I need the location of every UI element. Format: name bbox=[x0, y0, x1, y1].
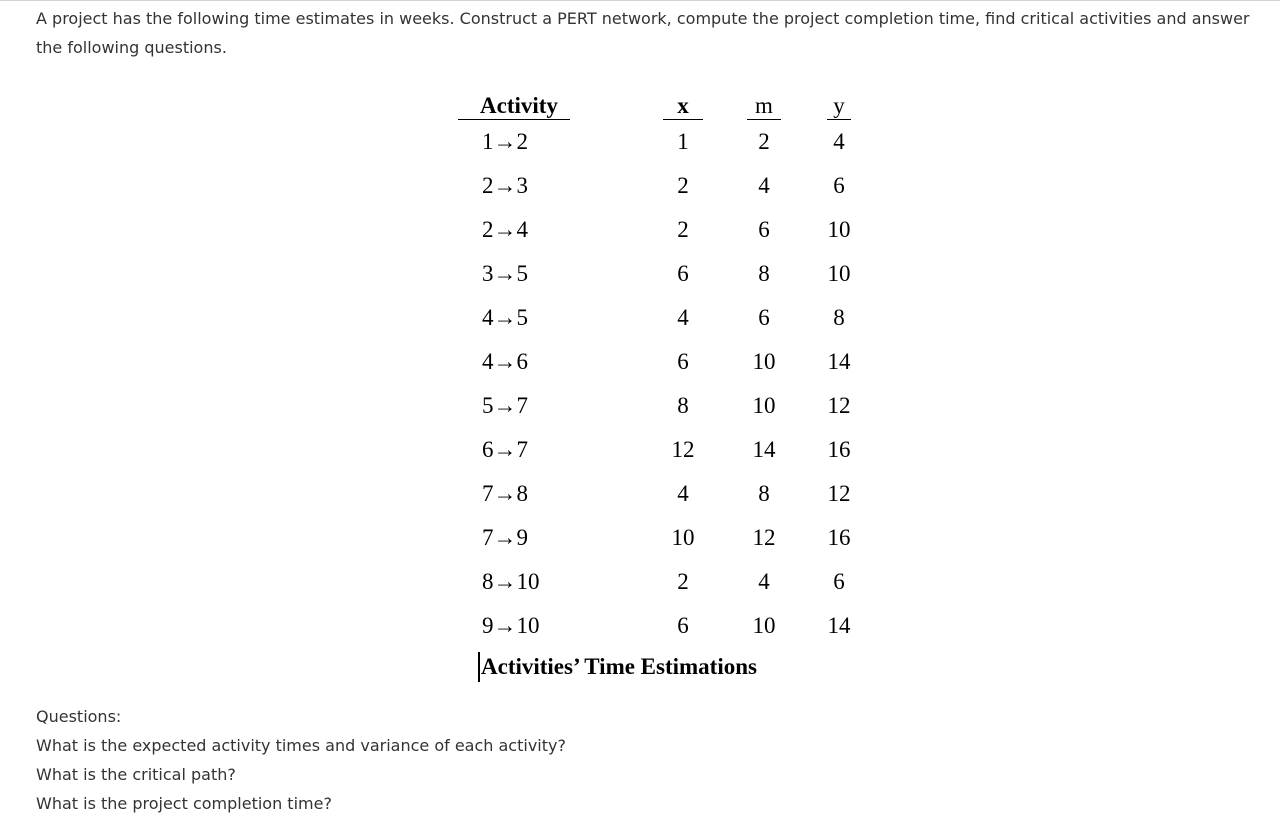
cell-x: 6 bbox=[677, 349, 689, 374]
cell-x: 10 bbox=[671, 525, 695, 550]
table-body bbox=[458, 120, 874, 648]
cell-y: 14 bbox=[827, 349, 851, 374]
cell-y: 12 bbox=[827, 393, 851, 418]
header-y: y bbox=[804, 82, 874, 120]
cell-y: 10 bbox=[827, 261, 851, 286]
cell-m: 10 bbox=[752, 613, 776, 638]
cell-m: 4 bbox=[758, 173, 770, 198]
cell-activity: 4→6 bbox=[482, 349, 528, 374]
cell-y: 10 bbox=[827, 217, 851, 242]
question-item: What is the project completion time? bbox=[36, 794, 332, 813]
cell-m: 4 bbox=[758, 569, 770, 594]
cell-y: 14 bbox=[827, 613, 851, 638]
cell-m: 10 bbox=[752, 349, 776, 374]
table-caption: Activities’ Time Estimations bbox=[478, 652, 757, 682]
table-row bbox=[458, 516, 874, 560]
header-x: x bbox=[642, 82, 724, 120]
table-row bbox=[458, 428, 874, 472]
table-row bbox=[458, 384, 874, 428]
cell-m: 2 bbox=[758, 129, 770, 154]
table-row bbox=[458, 296, 874, 340]
question-item: What is the expected activity times and variance of each activity? bbox=[36, 736, 566, 755]
table-header-row bbox=[458, 82, 874, 120]
table-row bbox=[458, 340, 874, 384]
cell-m: 6 bbox=[758, 217, 770, 242]
cell-x: 4 bbox=[677, 305, 689, 330]
cell-activity: 2→4 bbox=[482, 217, 528, 242]
cell-x: 4 bbox=[677, 481, 689, 506]
cell-activity: 2→3 bbox=[482, 173, 528, 198]
cell-activity: 5→7 bbox=[482, 393, 528, 418]
cell-m: 12 bbox=[752, 525, 776, 550]
table-row bbox=[458, 604, 874, 648]
cell-activity: 6→7 bbox=[482, 437, 528, 462]
table-row bbox=[458, 120, 874, 164]
cell-x: 6 bbox=[677, 261, 689, 286]
activity-time-table bbox=[458, 82, 874, 648]
cell-activity: 4→5 bbox=[482, 305, 528, 330]
cell-x: 12 bbox=[671, 437, 695, 462]
table-row bbox=[458, 560, 874, 604]
cell-x: 1 bbox=[677, 129, 689, 154]
table-row bbox=[458, 164, 874, 208]
cell-activity: 9→10 bbox=[482, 613, 540, 638]
question-item: What is the critical path? bbox=[36, 765, 236, 784]
table-row bbox=[458, 208, 874, 252]
cell-y: 8 bbox=[833, 305, 845, 330]
cell-y: 16 bbox=[827, 525, 851, 550]
cell-x: 8 bbox=[677, 393, 689, 418]
cell-activity: 7→9 bbox=[482, 525, 528, 550]
cell-m: 10 bbox=[752, 393, 776, 418]
cell-m: 8 bbox=[758, 261, 770, 286]
cell-m: 6 bbox=[758, 305, 770, 330]
cell-x: 6 bbox=[677, 613, 689, 638]
cell-m: 14 bbox=[752, 437, 776, 462]
cell-m: 8 bbox=[758, 481, 770, 506]
cell-y: 6 bbox=[833, 173, 845, 198]
cell-y: 16 bbox=[827, 437, 851, 462]
cell-x: 2 bbox=[677, 569, 689, 594]
cell-activity: 3→5 bbox=[482, 261, 528, 286]
table-row bbox=[458, 252, 874, 296]
cell-activity: 8→10 bbox=[482, 569, 540, 594]
top-divider bbox=[0, 0, 1280, 1]
questions-heading: Questions: bbox=[36, 707, 122, 726]
header-activity: Activity bbox=[458, 82, 642, 120]
cell-x: 2 bbox=[677, 217, 689, 242]
cell-y: 12 bbox=[827, 481, 851, 506]
cell-y: 4 bbox=[833, 129, 845, 154]
cell-y: 6 bbox=[833, 569, 845, 594]
cell-activity: 1→2 bbox=[482, 129, 528, 154]
problem-statement: A project has the following time estimates in weeks. Construct a PERT network, compute the project completion time, find critical activities and answer the following questions. bbox=[36, 9, 1250, 57]
cell-activity: 7→8 bbox=[482, 481, 528, 506]
cell-x: 2 bbox=[677, 173, 689, 198]
questions-section bbox=[36, 702, 566, 818]
header-m: m bbox=[724, 82, 804, 120]
table-row bbox=[458, 472, 874, 516]
